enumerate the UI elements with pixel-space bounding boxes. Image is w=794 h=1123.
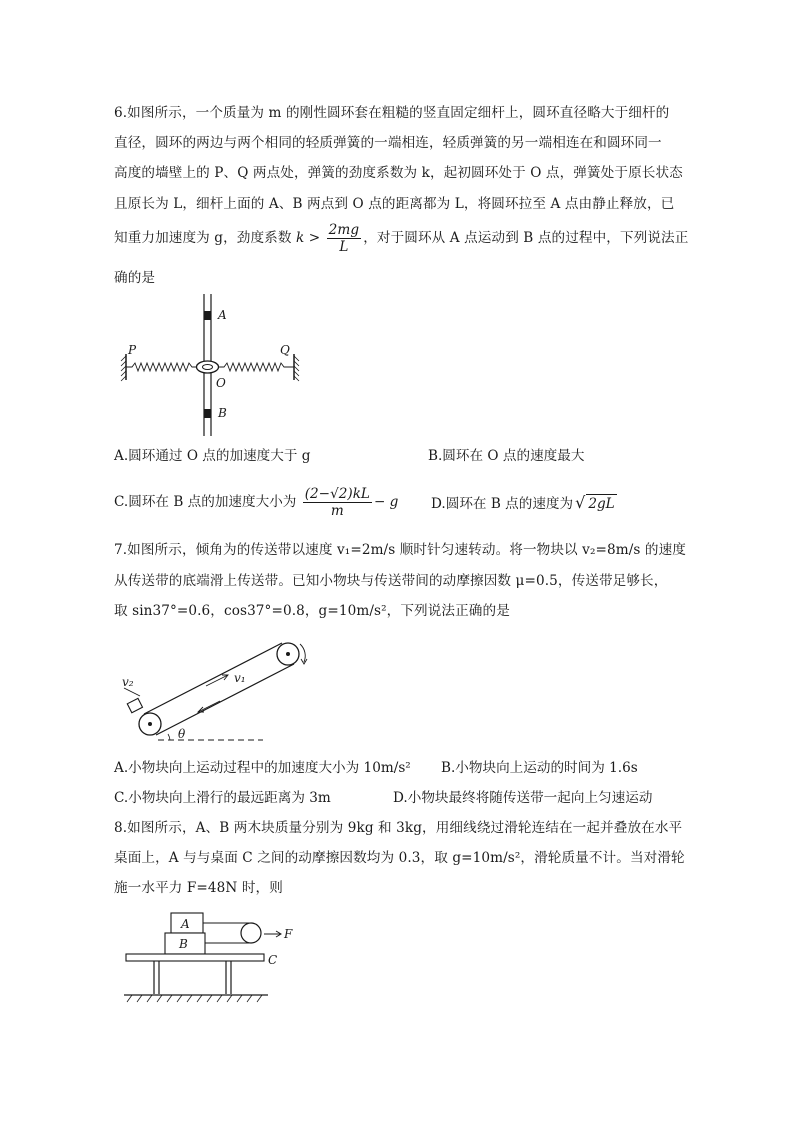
q6-option-c-fraction	[303, 486, 372, 519]
q7-label-v2: v₂	[122, 675, 134, 689]
q6-line-3: 高度的墙壁上的 P、Q 两点处，弹簧的劲度系数为 k，起初圆环处于 O 点，弹簧处于原长状态	[114, 165, 683, 181]
q6-label-a: A	[218, 308, 227, 322]
q6-line-5-pre: 知重力加速度为 g，劲度系数	[114, 230, 292, 246]
q7-option-d: D.小物块最终将随传送带一起向上匀速运动	[393, 790, 653, 806]
q6-label-p: P	[128, 343, 137, 357]
q6-k-symbol: k >	[295, 230, 321, 246]
q7-option-b: B.小物块向上运动的时间为 1.6s	[441, 760, 638, 776]
q6-left-spring	[126, 363, 198, 371]
q6-option-d-radicand: 2gL	[588, 496, 615, 512]
q6-figure	[118, 292, 308, 438]
q6-right-spring	[218, 363, 294, 371]
q6-label-q: Q	[280, 343, 290, 357]
q6-line-6: 确的是	[114, 270, 156, 286]
q6-line-5	[114, 221, 688, 255]
q7-line-3: 取 sin37°=0.6，cos37°=0.8，g=10m/s²，下列说法正确的是	[114, 603, 510, 619]
q6-option-a: A.圆环通过 O 点的加速度大于 g	[114, 448, 311, 464]
q8-line-1: 8.如图所示，A、B 两木块质量分别为 9kg 和 3kg，用细线绕过滑轮连结在一起并叠放在水平	[114, 820, 683, 836]
q8-line-3: 施一水平力 F=48N 时，则	[114, 880, 283, 896]
q8-line-2: 桌面上，A 与与桌面 C 之间的动摩擦因数均为 0.3，取 g=10m/s²，滑轮质量不计。当对滑轮	[114, 850, 685, 866]
q6-frac-num: 2mg	[328, 222, 360, 238]
q6-option-b: B.圆环在 O 点的速度最大	[428, 448, 585, 464]
q6-label-b: B	[218, 406, 227, 420]
q7-line-2: 从传送带的底端滑上传送带。已知小物块与传送带间的动摩擦因数 μ=0.5，传送带足够长，	[114, 573, 668, 589]
q7-figure	[118, 634, 328, 746]
q6-option-d	[431, 490, 617, 517]
q6-line-1: 6.如图所示，一个质量为 m 的刚性圆环套在粗糙的竖直固定细杆上，圆环直径略大于细杆的	[114, 105, 670, 121]
q6-label-o: O	[216, 376, 226, 390]
q6-option-d-pre: D.圆环在 B 点的速度为	[431, 496, 574, 512]
q6-option-c-num: (2−√2)kL	[304, 486, 370, 502]
q6-line-4: 且原长为 L，细杆上面的 A、B 两点到 O 点的距离都为 L，将圆环拉至 A 点由静止释放，已	[114, 196, 675, 212]
q8-pulley	[241, 923, 261, 943]
q7-line-1: 7.如图所示，倾角为的传送带以速度 v₁=2m/s 顺时针匀速转动。将一物块以 v₂=8m/s 的速度	[114, 542, 686, 558]
q8-table-top	[126, 954, 264, 961]
q6-option-c-den: m	[330, 503, 344, 519]
q7-label-theta: θ	[178, 727, 186, 741]
q8-figure	[118, 908, 293, 1004]
sqrt-icon: √	[575, 493, 586, 512]
q8-label-b: B	[179, 937, 188, 951]
q7-option-c: C.小物块向上滑行的最远距离为 3m	[114, 790, 331, 806]
q6-frac-den: L	[339, 239, 349, 255]
q6-point-b-mark	[205, 409, 211, 418]
q7-label-v1: v₁	[234, 671, 246, 685]
q7-option-a: A.小物块向上运动过程中的加速度大小为 10m/s²	[114, 760, 411, 776]
q6-line-2: 直径，圆环的两边与两个相同的轻质弹簧的一端相连，轻质弹簧的另一端相连在和圆环同一	[114, 135, 662, 151]
q6-option-c-post: − g	[373, 494, 399, 510]
q7-block	[127, 698, 142, 712]
q6-line-5-post: ，对于圆环从 A 点运动到 B 点的过程中，下列说法正	[363, 230, 689, 246]
q6-point-a-mark	[205, 311, 211, 320]
q8-label-c: C	[268, 953, 278, 967]
q8-label-f: F	[284, 927, 293, 941]
q6-option-c	[114, 482, 398, 522]
q8-label-a: A	[181, 917, 190, 931]
q6-ring	[197, 361, 219, 373]
q6-k-fraction	[327, 222, 362, 255]
q6-option-c-pre: C.圆环在 B 点的加速度大小为	[114, 494, 297, 510]
